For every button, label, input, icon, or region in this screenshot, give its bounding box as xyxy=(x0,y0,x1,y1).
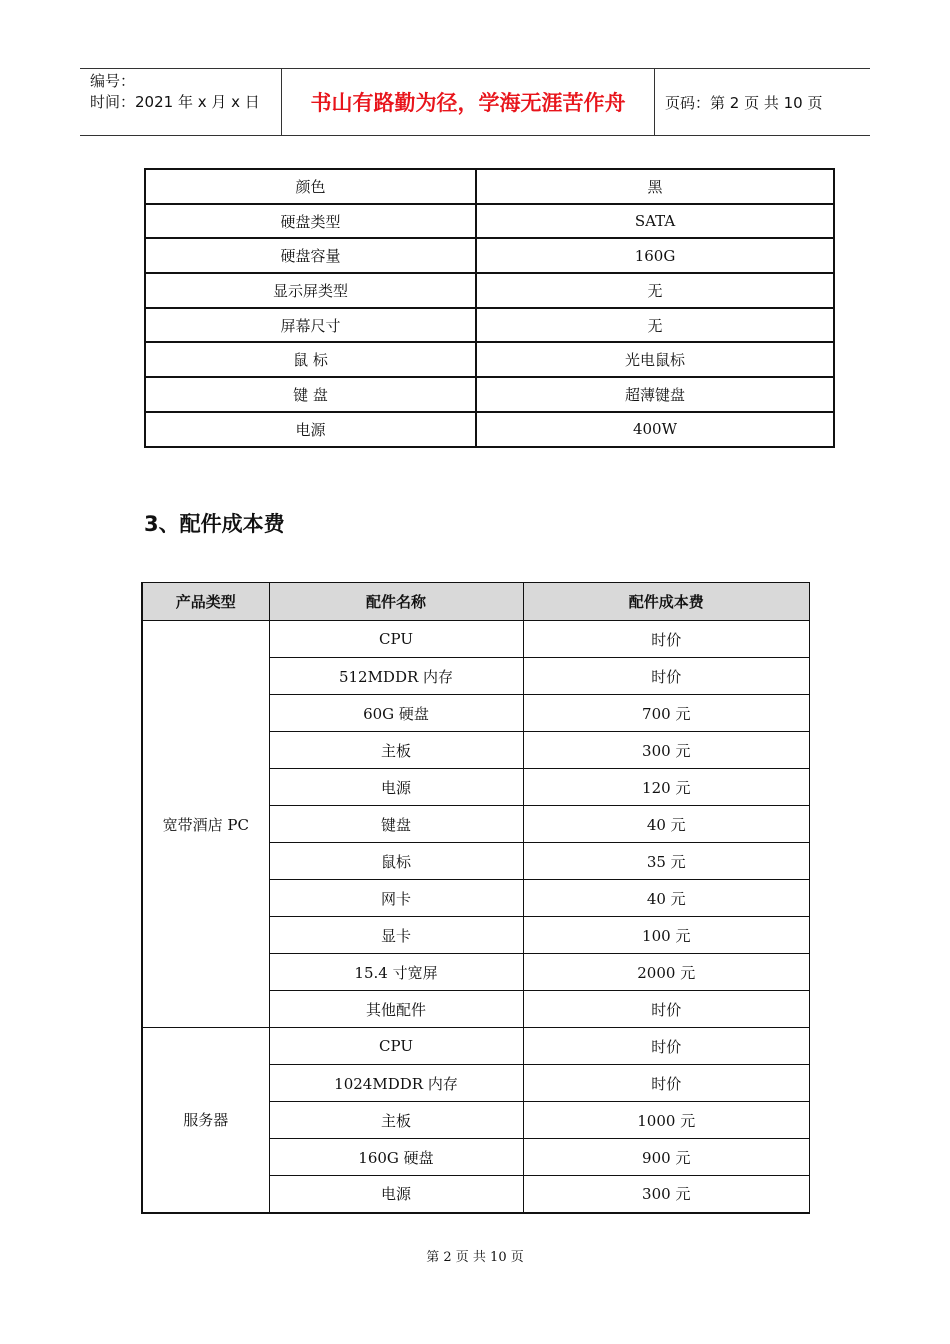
spec-row xyxy=(145,412,834,447)
spec-value: 黑 xyxy=(476,169,834,204)
part-name-cell: 60G 硬盘 xyxy=(269,695,523,732)
header-part-cost: 配件成本费 xyxy=(523,583,810,621)
part-name-cell: 网卡 xyxy=(269,880,523,917)
spec-row xyxy=(145,342,834,377)
product-type-cell: 服务器 xyxy=(142,1028,269,1213)
spec-value: SATA xyxy=(476,204,834,239)
part-cost-cell: 1000 元 xyxy=(523,1102,810,1139)
part-name-cell: 电源 xyxy=(269,1176,523,1213)
part-cost-cell: 40 元 xyxy=(523,806,810,843)
part-name-cell: 1024MDDR 内存 xyxy=(269,1065,523,1102)
part-name-cell: 主板 xyxy=(269,732,523,769)
part-name-cell: 512MDDR 内存 xyxy=(269,658,523,695)
part-cost-cell: 时价 xyxy=(523,1065,810,1102)
page-footer: 第 2 页 共 10 页 xyxy=(426,1250,524,1265)
spec-name: 硬盘容量 xyxy=(145,238,476,273)
cost-table-header xyxy=(142,583,810,621)
part-name-cell: CPU xyxy=(269,1028,523,1065)
header-motto: 书山有路勤为径，学海无涯苦作舟 xyxy=(282,69,655,135)
spec-value: 160G xyxy=(476,238,834,273)
part-cost-cell: 120 元 xyxy=(523,769,810,806)
spec-name: 鼠 标 xyxy=(145,342,476,377)
spec-value: 光电鼠标 xyxy=(476,342,834,377)
header-number: 编号： xyxy=(90,72,136,90)
spec-value: 无 xyxy=(476,308,834,343)
part-cost-cell: 时价 xyxy=(523,1028,810,1065)
part-name-cell: 其他配件 xyxy=(269,991,523,1028)
part-cost-cell: 时价 xyxy=(523,658,810,695)
spec-name: 颜色 xyxy=(145,169,476,204)
part-cost-cell: 300 元 xyxy=(523,732,810,769)
part-name-cell: 主板 xyxy=(269,1102,523,1139)
header-time: 时间：2021 年 x 月 x 日 xyxy=(90,93,260,111)
part-name-cell: 电源 xyxy=(269,769,523,806)
page-header xyxy=(80,68,870,136)
spec-value: 超薄键盘 xyxy=(476,377,834,412)
header-product-type: 产品类型 xyxy=(142,583,269,621)
header-meta xyxy=(80,69,282,135)
part-name-cell: CPU xyxy=(269,621,523,658)
spec-row xyxy=(145,204,834,239)
spec-table xyxy=(144,168,835,448)
spec-value: 无 xyxy=(476,273,834,308)
part-name-cell: 键盘 xyxy=(269,806,523,843)
spec-row xyxy=(145,238,834,273)
part-name-cell: 显卡 xyxy=(269,917,523,954)
part-cost-cell: 时价 xyxy=(523,991,810,1028)
part-cost-cell: 300 元 xyxy=(523,1176,810,1213)
spec-name: 显示屏类型 xyxy=(145,273,476,308)
table-row xyxy=(142,621,810,658)
part-name-cell: 鼠标 xyxy=(269,843,523,880)
part-cost-cell: 40 元 xyxy=(523,880,810,917)
spec-name: 屏幕尺寸 xyxy=(145,308,476,343)
header-part-name: 配件名称 xyxy=(269,583,523,621)
table-row xyxy=(142,1028,810,1065)
spec-name: 键 盘 xyxy=(145,377,476,412)
spec-row xyxy=(145,169,834,204)
part-cost-cell: 35 元 xyxy=(523,843,810,880)
spec-row xyxy=(145,273,834,308)
part-name-cell: 160G 硬盘 xyxy=(269,1139,523,1176)
part-cost-cell: 时价 xyxy=(523,621,810,658)
part-name-cell: 15.4 寸宽屏 xyxy=(269,954,523,991)
part-cost-cell: 900 元 xyxy=(523,1139,810,1176)
spec-row xyxy=(145,377,834,412)
cost-table xyxy=(141,582,810,1214)
spec-row xyxy=(145,308,834,343)
spec-name: 硬盘类型 xyxy=(145,204,476,239)
product-type-cell: 宽带酒店 PC xyxy=(142,621,269,1028)
spec-value: 400W xyxy=(476,412,834,447)
part-cost-cell: 2000 元 xyxy=(523,954,810,991)
section-title: 3、配件成本费 xyxy=(144,512,285,536)
part-cost-cell: 700 元 xyxy=(523,695,810,732)
header-page-number: 页码：第 2 页 共 10 页 xyxy=(665,93,823,112)
part-cost-cell: 100 元 xyxy=(523,917,810,954)
spec-name: 电源 xyxy=(145,412,476,447)
